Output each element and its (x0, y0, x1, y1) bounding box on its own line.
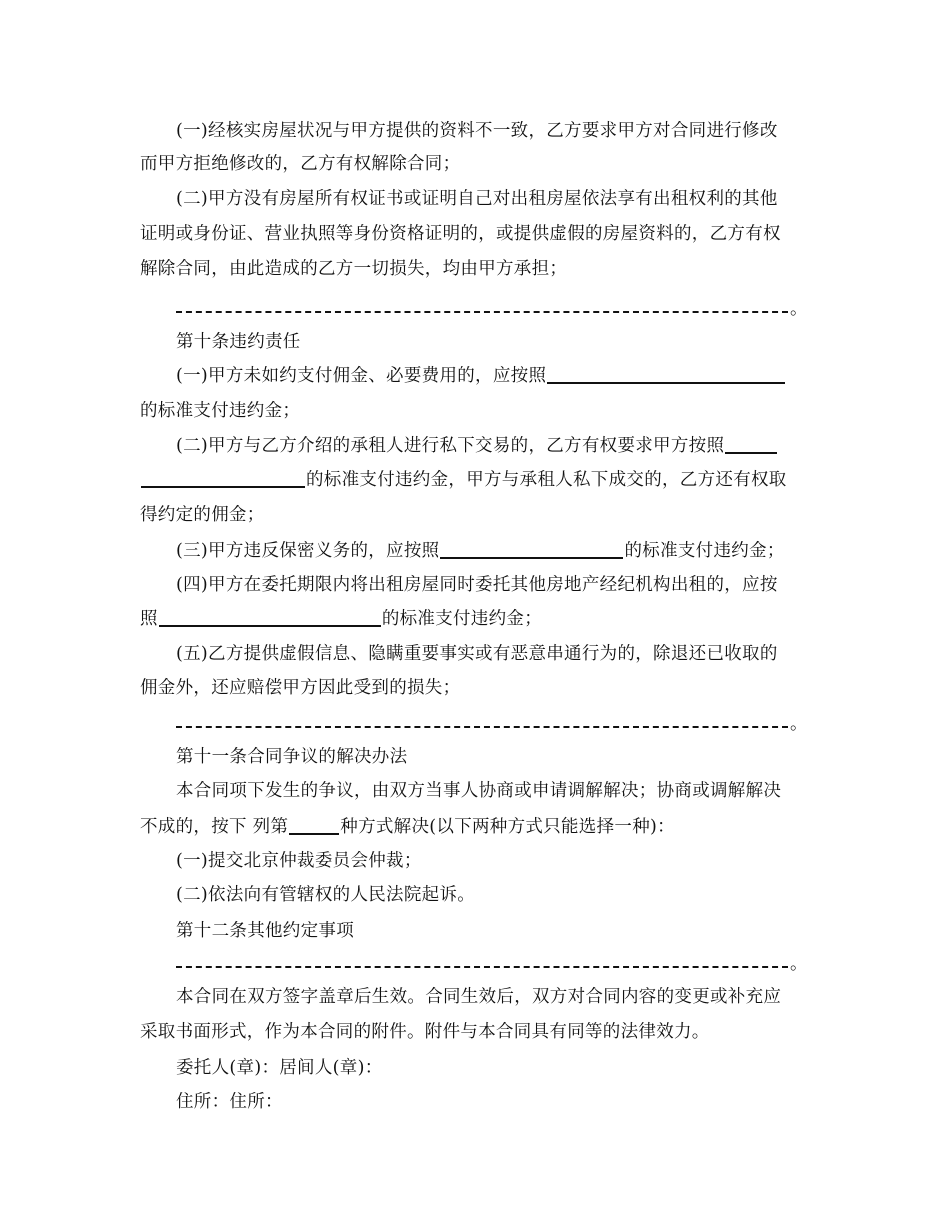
clause9-item2-line1: (二)甲方没有房屋所有权证书或证明自己对出租房屋依法享有出租权利的其他 (176, 189, 778, 209)
clause9-item1-line2: 而甲方拒绝修改的，乙方有权解除合同； (140, 154, 461, 174)
clause10-item3-text-b: 的标准支付违约金； (624, 541, 785, 561)
clause10-item3-line (176, 538, 785, 564)
clause9-fill-blank (176, 311, 788, 313)
clause10-end-mark: 。 (790, 714, 808, 734)
address-line: 住所：住所： (176, 1092, 283, 1112)
clause10-item3-blank (440, 557, 623, 559)
clause12-heading: 第十二条其他约定事项 (176, 921, 354, 941)
clause10-item4-blank (159, 625, 381, 627)
clause11-body-text-b: 种方式解决(以下两种方式只能选择一种)： (340, 817, 675, 837)
clause10-item2-line1 (176, 433, 778, 459)
clause10-item1-text: (一)甲方未如约支付佣金、必要费用的，应按照 (176, 366, 547, 386)
clause10-item2-line2 (140, 467, 787, 493)
clause10-item4-line2 (140, 606, 542, 632)
clause10-item1-line2: 的标准支付违约金； (140, 401, 301, 421)
closing-effect-line1: 本合同在双方签字盖章后生效。合同生效后，双方对合同内容的变更或补充应 (176, 987, 782, 1007)
clause11-choice-blank (289, 833, 339, 835)
clause12-fill-blank (176, 966, 788, 968)
clause10-item5-line1: (五)乙方提供虚假信息、隐瞒重要事实或有恶意串通行为的，除退还已收取的 (176, 644, 778, 664)
clause10-item2-blank-b (141, 486, 305, 488)
clause10-item4-line1: (四)甲方在委托期限内将出租房屋同时委托其他房地产经纪机构出租的，应按 (176, 575, 778, 595)
signature-line: 委托人(章)：居间人(章)： (176, 1058, 383, 1078)
clause9-item2-line3: 解除合同，由此造成的乙方一切损失，均由甲方承担； (140, 259, 568, 279)
clause10-item2-text-b: 的标准支付违约金，甲方与承租人私下成交的，乙方还有权取 (306, 470, 787, 490)
clause9-item2-line2: 证明或身份证、营业执照等身份资格证明的，或提供虚假的房屋资料的，乙方有权 (140, 224, 781, 244)
clause12-end-mark: 。 (790, 954, 808, 974)
clause9-end-mark: 。 (790, 299, 808, 319)
clause10-item5-line2: 佣金外，还应赔偿甲方因此受到的损失； (140, 678, 461, 698)
clause11-option-1: (一)提交北京仲裁委员会仲裁； (176, 851, 422, 871)
clause10-heading: 第十条违约责任 (176, 332, 301, 352)
clause11-body-text: 不成的，按下 列第 (140, 817, 289, 837)
clause10-item2-blank-a (725, 452, 777, 454)
clause10-item1-line1 (176, 363, 786, 389)
clause11-body-line2 (140, 814, 675, 840)
clause10-item2-text: (二)甲方与乙方介绍的承租人进行私下交易的，乙方有权要求甲方按照 (176, 436, 725, 456)
clause11-body-line1: 本合同项下发生的争议，由双方当事人协商或申请调解解决；协商或调解解决 (176, 781, 782, 801)
clause11-heading: 第十一条合同争议的解决办法 (176, 747, 408, 767)
clause10-item3-text: (三)甲方违反保密义务的，应按照 (176, 541, 440, 561)
clause10-item2-line3: 得约定的佣金； (140, 505, 265, 525)
clause10-item4-text-c: 的标准支付违约金； (381, 609, 543, 629)
clause9-item1-line1: (一)经核实房屋状况与甲方提供的资料不一致，乙方要求甲方对合同进行修改 (176, 121, 778, 141)
closing-effect-line2: 采取书面形式，作为本合同的附件。附件与本合同具有同等的法律效力。 (140, 1022, 710, 1042)
clause10-item4-text: 照 (140, 609, 158, 629)
clause10-item1-blank (547, 382, 785, 384)
clause11-option-2: (二)依法向有管辖权的人民法院起诉。 (176, 885, 476, 905)
clause10-fill-blank (176, 726, 788, 728)
